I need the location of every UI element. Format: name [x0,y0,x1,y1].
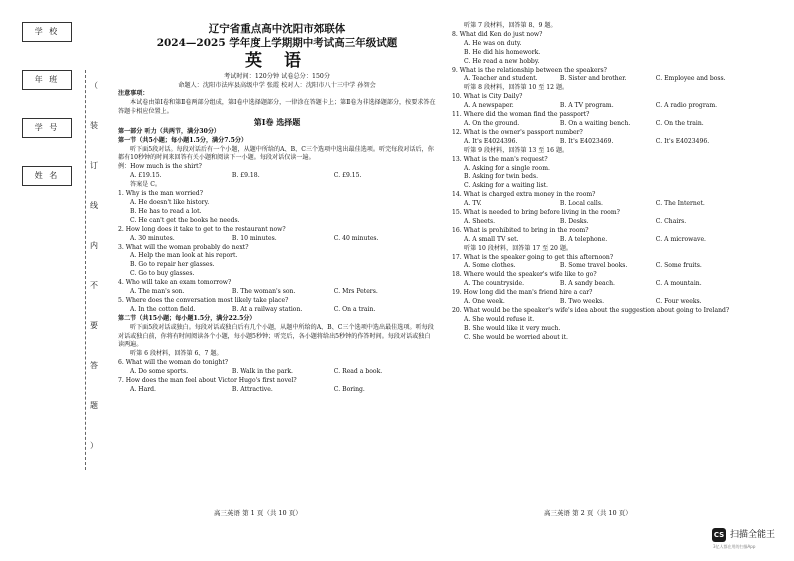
option: B. Local calls. [559,200,603,208]
option: B. Sister and brother. [559,75,627,83]
option-row [452,298,752,307]
option-row [118,306,436,315]
question-stem: 16. What is prohibited to bring in the room? [452,226,589,234]
option: C. Chairs. [655,217,687,225]
footer-page-2: 高三英语 第 2 页（共 10 页） [544,509,632,517]
question-stem: 1. Why is the man worried? [118,190,203,198]
question-stem: 13. What is the man's request? [452,155,548,163]
question-stem: 12. What is the owner's passport number? [452,128,583,136]
material-instruction: 听第 9 段材料，回答第 13 至 16 题。 [464,146,569,154]
option: C. Employee and boss. [655,75,726,83]
question-stem: 20. What would be the speaker's wife's idea about the suggestion about going to Ireland? [452,307,730,314]
option: A. He was on duty. [464,39,522,47]
option-row [118,386,436,395]
strip-field [22,70,72,106]
question-stem: 6. What will the woman do tonight? [118,359,229,367]
option: C. Some fruits. [655,262,702,270]
footer-page-1: 高三英语 第 1 页（共 10 页） [214,509,302,517]
part-title: 第Ⅰ卷 选择题 [253,116,301,127]
page-2 [452,22,752,343]
option: C. A mountain. [655,280,702,288]
option-row [452,280,752,289]
example-question: 例：How much is the shirt? [118,163,202,171]
option: C. A radio program. [655,102,718,110]
option: B. Two weeks. [559,298,605,306]
strip-field-label: 年 班 [22,70,72,90]
option-row [452,120,752,129]
question-stem: 2. How long does it take to get to the restaurant now? [118,225,286,233]
option: C. On the train. [655,119,704,127]
binding-char: 答 [90,361,98,370]
question-stem: 4. Who will take an exam tomorrow? [118,279,232,287]
option: C. Four weeks. [655,298,702,306]
strip-field-label: 姓 名 [22,166,72,186]
option: C. The Internet. [655,200,705,208]
section-2-title: 第二节（共15小题；每小题1.5分，满分22.5分） [118,314,256,322]
option: B. Walk in the park. [231,368,293,376]
binding-char: ） [90,441,98,450]
question-stem: 3. What will the woman probably do next? [118,243,249,251]
option: A. She would refuse it. [464,315,535,323]
option: A. Help the man look at his report. [130,252,238,260]
option: A. Hard. [130,386,156,393]
questions-1-5 [118,190,436,315]
binding-char: 不 [90,281,98,290]
strip-field-blank [22,138,72,154]
option: B. It's E4023469. [559,137,614,145]
example-option: B. £9.18. [231,172,260,180]
option: C. Boring. [333,386,365,393]
option: C. Go to buy glasses. [130,270,195,278]
option: B. Asking for twin beds. [464,173,539,181]
option: A. TV. [464,200,482,208]
option: A. The man's son. [130,288,185,296]
option-row [452,236,752,245]
question-stem: 7. How does the man feel about Victor Hugo's first novel? [118,377,297,385]
exam-org: 辽宁省重点高中沈阳市郊联体 [208,23,346,35]
option: B. A sandy beach. [559,280,615,288]
binding-line [85,70,86,470]
option: B. He did his homework. [464,48,541,56]
subject-title: 英 语 [245,51,309,71]
option-row [452,218,752,227]
option: C. Mrs Peters. [333,288,378,296]
material-instruction: 听第 10 段材料，回答第 17 至 20 题。 [464,244,573,252]
example-options [118,172,436,181]
option: C. Asking for a waiting list. [464,182,548,190]
binding-char: 订 [90,161,98,170]
exam-time: 考试时间：120分钟 试卷总分：150分 [223,73,331,80]
option-row [118,288,436,297]
option-row [118,235,436,244]
material-instruction: 听第 8 段材料，回答第 10 至 12 题。 [464,84,569,92]
option-row [452,200,752,209]
material-instruction: 听第 7 段材料，回答第 8、9 题。 [464,22,557,29]
option: A. Do some sports. [130,368,189,376]
page-1 [118,22,436,395]
strip-field-blank [22,42,72,58]
notice-text: 本试卷由第Ⅰ卷和第Ⅱ卷两部分组成，第Ⅰ卷中选择题部分，一律涂在答题卡上；第Ⅱ卷为非选择题部分，按要求答在答题卡相应位置上。 [118,98,436,115]
example-option: C. £9.15. [333,172,362,180]
option: A. In the cotton field. [130,305,196,313]
camscanner-tagline: 3亿人都在用的扫描App [713,544,756,549]
option: B. A telephone. [559,235,608,243]
exam-title: 2024—2025 学年度上学期期中考试高三年级试题 [156,37,398,49]
strip-field [22,118,72,154]
binding-char: 内 [90,241,98,250]
option: B. Desks. [559,217,589,225]
option-row [452,138,752,147]
option: B. Some travel books. [559,262,628,270]
option: A. Some clothes. [464,262,516,270]
question-stem: 5. Where does the conversation most likely take place? [118,296,289,304]
questions-6-7 [118,359,436,395]
option-row [452,102,752,111]
camscanner-logo: CS [712,528,726,542]
camscanner-name: 扫描全能王 [730,530,776,540]
option: A. 30 minutes. [130,234,175,242]
option: A. He doesn't like history. [130,198,210,206]
option: C. It's E4023496. [655,137,710,145]
listening-title: 第一部分 听力（共两节，满分30分） [118,127,221,135]
option: A. A newspaper. [464,102,514,110]
option: A. Asking for a single room. [464,164,550,172]
question-stem: 19. How long did the man's friend hire a car? [452,289,593,297]
exam-authors: 命题人：沈阳市法库县高级中学 张霞 校对人：沈阳市八十三中学 孙智会 [178,82,376,89]
strip-field-label: 学 号 [22,118,72,138]
question-stem: 18. Where would the speaker's wife like to go? [452,271,597,279]
strip-field-blank [22,90,72,106]
option: B. Go to repair her glasses. [130,261,215,269]
section-1-title: 第一节（共5小题；每小题1.5分，满分7.5分） [118,136,248,144]
option-row [118,368,436,377]
binding-char: 装 [90,121,98,130]
section-1-text: 听下面5段对话。每段对话后有一个小题，从题中所给的A、B、C三个选项中选出最佳选项。听完每段对话后，你都有10秒钟的时间来回答有关小题和阅读下一小题。每段对话仅读一遍。 [118,145,434,162]
question-stem: 15. What is needed to bring before living in the room? [452,209,620,217]
material-6: 听第 6 段材料，回答第 6、7 题。 [130,350,223,358]
example-option: A. £19.15. [130,172,162,180]
binding-char: （ [90,81,98,90]
option: C. Read a book. [333,368,383,376]
binding-char: 题 [90,401,98,410]
option: B. At a railway station. [231,305,303,313]
option: B. The woman's son. [231,288,296,296]
question-stem: 17. What is the speaker going to get this afternoon? [452,253,614,261]
binding-char: 线 [90,201,98,210]
question-stem: 11. Where did the woman find the passport? [452,111,590,119]
option: A. A small TV set. [464,235,519,243]
option-row [452,75,752,84]
option: A. Teacher and student. [464,75,538,83]
option: B. On a waiting bench. [559,119,631,127]
option: A. On the ground. [464,119,520,127]
option: C. A microwave. [655,235,706,243]
question-stem: 10. What is City Daily? [452,93,523,101]
option: A. One week. [464,298,505,306]
option: B. 10 minutes. [231,234,277,242]
option: A. It's E4024396. [464,137,518,145]
option: C. On a train. [333,305,376,313]
question-stem: 14. What is charged extra money in the room? [452,191,596,199]
section-2-text: 听下面5段对话或独白。每段对话或独白后有几个小题，从题中所给的A、B、C三个选项中选出最佳选项。听每段对话或独白前，你将有时间阅读各个小题，每小题5秒钟；听完后，各小题将给出5秒钟的作答时间。每段对话或独白读两遍。 [118,323,434,349]
question-stem: 9. What is the relationship between the speakers? [452,66,607,74]
option: B. He has to read a lot. [130,207,202,215]
option: C. She would be worried about it. [464,333,568,341]
option: C. 40 minutes. [333,234,379,242]
option: B. A TV program. [559,102,614,110]
option: A. The countryside. [464,280,525,288]
strip-field-blank [22,186,72,202]
notice-title: 注意事项： [118,90,149,97]
binding-char: 要 [90,321,98,330]
strip-field-label: 学 校 [22,22,72,42]
question-stem: 8. What did Ken do just now? [452,30,543,38]
option: B. Attractive. [231,386,273,393]
example-answer: 答案是 C。 [130,181,161,189]
option-row [452,262,752,271]
strip-field [22,22,72,58]
option: C. He read a new hobby. [464,57,540,65]
option: B. She would like it very much. [464,324,561,332]
option: A. Sheets. [464,217,496,225]
binding-strip [22,22,72,482]
binding-notice [88,80,100,460]
option: C. He can't get the books he needs. [130,216,240,224]
strip-field [22,166,72,202]
